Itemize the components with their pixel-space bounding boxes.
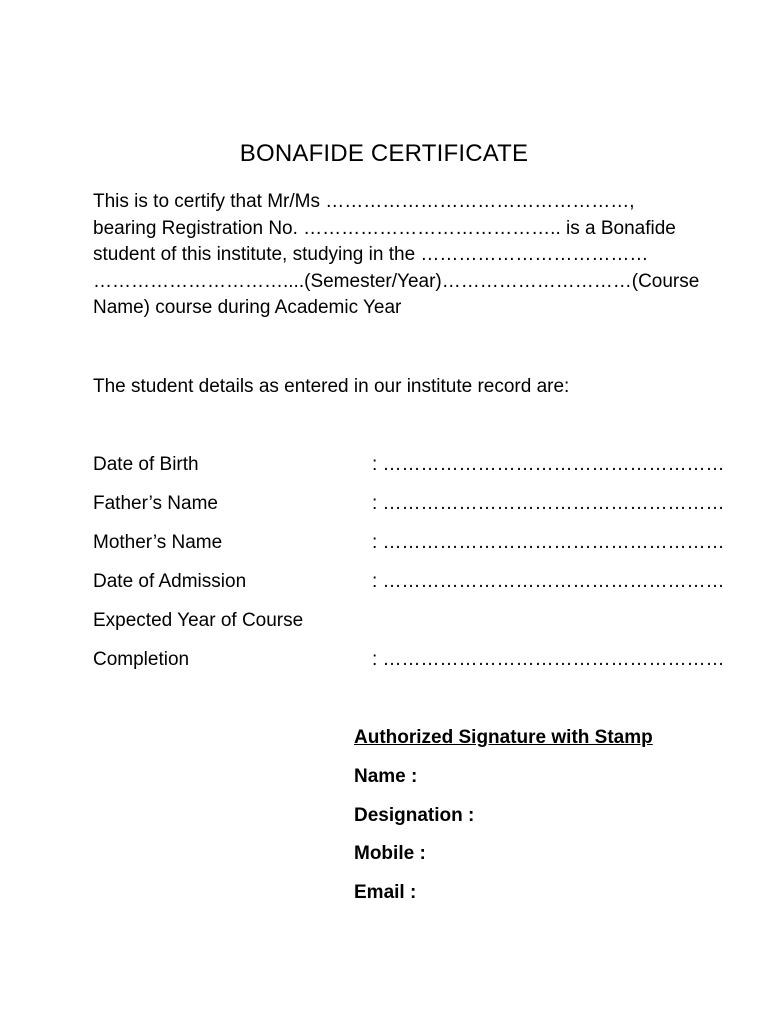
detail-value-blank: : ……………………………………………… xyxy=(372,649,725,670)
detail-row-date-of-birth xyxy=(93,452,725,491)
intro-line: student of this institute, studying in the ……………………………… xyxy=(93,244,649,265)
signatory-mobile-label: Mobile : xyxy=(354,843,426,865)
detail-label: Completion xyxy=(93,649,190,670)
intro-line: This is to certify that Mr/Ms …………………………………………, xyxy=(93,191,635,212)
detail-value-blank: : ……………………………………………… xyxy=(372,454,725,475)
detail-row-mothers-name xyxy=(93,530,725,569)
detail-label: Date of Birth xyxy=(93,454,199,475)
intro-line: …………………………....(Semester/Year)…………………………(Course xyxy=(93,270,700,292)
signatory-designation-label: Designation : xyxy=(354,804,475,826)
intro-line: bearing Registration No. ………………………………….. is a Bonafide xyxy=(93,217,676,239)
detail-label: Date of Admission xyxy=(93,571,247,592)
detail-value-blank: : ……………………………………………… xyxy=(372,532,725,553)
intro-line: Name) course during Academic Year xyxy=(93,297,402,318)
detail-row-date-of-admission xyxy=(93,569,725,608)
certificate-intro-paragraph xyxy=(93,189,700,322)
signature-heading: Authorized Signature with Stamp xyxy=(354,727,653,748)
detail-value-blank: : ……………………………………………… xyxy=(372,571,725,592)
signatory-email-label: Email : xyxy=(354,882,417,904)
detail-label: Mother’s Name xyxy=(93,532,223,553)
detail-value-blank: : ……………………………………………… xyxy=(372,493,725,514)
signature-block xyxy=(354,725,653,919)
certificate-title: BONAFIDE CERTIFICATE xyxy=(239,140,529,167)
signatory-name-label: Name : xyxy=(354,765,418,787)
detail-label: Expected Year of Course xyxy=(93,610,304,631)
detail-row-fathers-name xyxy=(93,491,725,530)
detail-row-completion xyxy=(93,647,725,686)
student-details-list xyxy=(93,452,725,686)
detail-row-expected-year xyxy=(93,608,683,647)
record-statement: The student details as entered in our institute record are: xyxy=(93,376,570,397)
detail-label: Father’s Name xyxy=(93,493,218,514)
